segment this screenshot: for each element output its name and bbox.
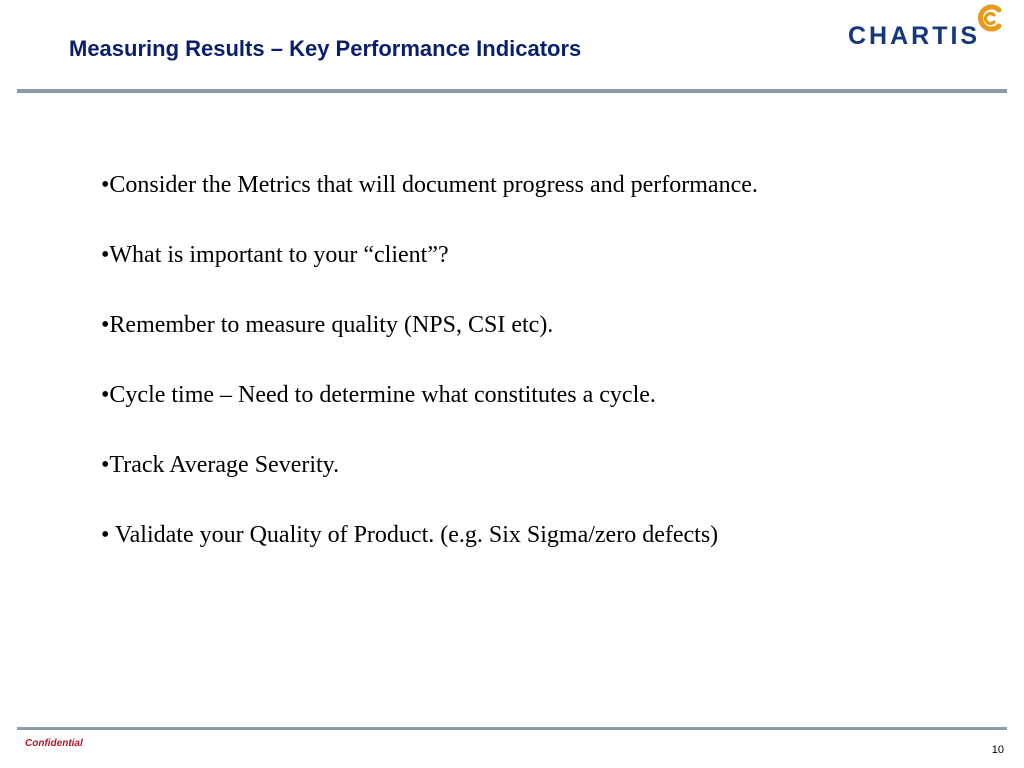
page-number: 10: [991, 744, 1004, 756]
bullet-item: •Remember to measure quality (NPS, CSI etc).: [101, 312, 554, 338]
chartis-logo: [846, 2, 1010, 58]
footer-divider: [17, 727, 1007, 730]
confidential-label: Confidential: [25, 738, 83, 749]
bullet-list: [101, 168, 881, 552]
bullet-item: •Track Average Severity.: [101, 452, 340, 478]
slide-title: Measuring Results – Key Performance Indicators: [69, 36, 582, 61]
bullet-item: •Cycle time – Need to determine what constitutes a cycle.: [101, 382, 656, 408]
bullet-item: • Validate your Quality of Product. (e.g. Six Sigma/zero defects): [101, 522, 719, 548]
bullet-item: •What is important to your “client”?: [101, 242, 449, 268]
logo-wordmark: CHARTIS: [848, 22, 981, 50]
chartis-swirl-icon: [972, 2, 1006, 36]
header-divider: [17, 89, 1007, 93]
bullet-item: •Consider the Metrics that will document progress and performance.: [101, 172, 758, 198]
